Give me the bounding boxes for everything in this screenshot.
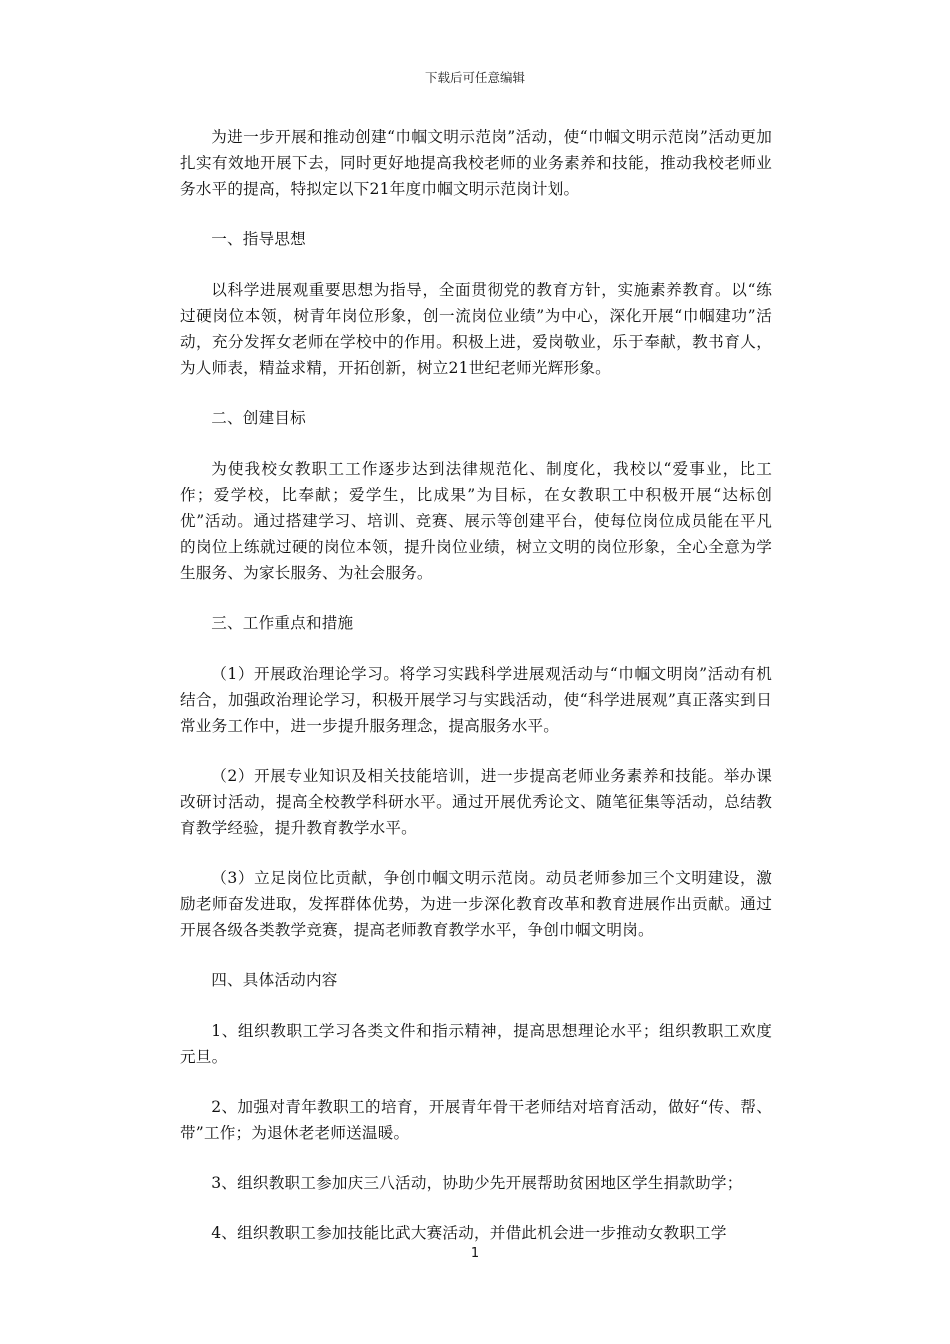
section-heading-activities: 四、具体活动内容 <box>211 971 338 989</box>
page-number: 1 <box>470 1246 480 1261</box>
paragraph-activity-4: 4、组织教职工参加技能比武大赛活动，并借此机会进一步推动女教职工学 <box>211 1224 727 1242</box>
paragraph-goals: 为使我校女教职工工作逐步达到法律规范化、制度化，我校以“爱事业，比工作；爱学校，比奉献；爱学生，比成果”为目标，在女教职工中积极开展“达标创优”活动。通过搭建学习、培训、竞赛、展示等创建平台，使每位岗位成员能在平凡的岗位上练就过硬的岗位本领，提升岗位业绩，树立文明的岗位形象，全心全意为学生服务、为家长服务、为社会服务。 <box>180 460 772 582</box>
paragraph-activity-1: 1、组织教职工学习各类文件和指示精神，提高思想理论水平；组织教职工欢度元旦。 <box>180 1022 772 1066</box>
paragraph-measure-3: （3）立足岗位比贡献，争创巾帼文明示范岗。动员老师参加三个文明建设，激励老师奋发进取，发挥群体优势，为进一步深化教育改革和教育进展作出贡献。通过开展各级各类教学竞赛，提高老师教育教学水平，争创巾帼文明岗。 <box>180 869 772 939</box>
paragraph-guiding-thought: 以科学进展观重要思想为指导，全面贯彻党的教育方针，实施素养教育。以“练过硬岗位本领，树青年岗位形象，创一流岗位业绩”为中心，深化开展“巾帼建功”活动，充分发挥女老师在学校中的作用。积极上进，爱岗敬业，乐于奉献，教书育人，为人师表，精益求精，开拓创新，树立21世纪老师光辉形象。 <box>180 281 772 377</box>
paragraph-measure-2: （2）开展专业知识及相关技能培训，进一步提高老师业务素养和技能。举办课改研讨活动，提高全校教学科研水平。通过开展优秀论文、随笔征集等活动，总结教育教学经验，提升教育教学水平。 <box>180 767 772 837</box>
paragraph-measure-1: （1）开展政治理论学习。将学习实践科学进展观活动与“巾帼文明岗”活动有机结合，加强政治理论学习，积极开展学习与实践活动，使“科学进展观”真正落实到日常业务工作中，进一步提升服务理念，提高服务水平。 <box>180 665 772 735</box>
paragraph-activity-2: 2、加强对青年教职工的培育，开展青年骨干老师结对培育活动，做好“传、帮、带”工作；为退休老老师送温暖。 <box>180 1098 772 1142</box>
section-heading-guiding-thought: 一、指导思想 <box>211 230 306 248</box>
document-body <box>180 124 772 1270</box>
intro-paragraph: 为进一步开展和推动创建“巾帼文明示范岗”活动，使“巾帼文明示范岗”活动更加扎实有效地开展下去，同时更好地提高我校老师的业务素养和技能，推动我校老师业务水平的提高，特拟定以下21年度巾帼文明示范岗计划。 <box>180 128 772 198</box>
section-heading-key-measures: 三、工作重点和措施 <box>211 614 354 632</box>
page-header-note: 下载后可任意编辑 <box>424 70 525 85</box>
section-heading-goals: 二、创建目标 <box>211 409 306 427</box>
paragraph-activity-3: 3、组织教职工参加庆三八活动，协助少先开展帮助贫困地区学生捐款助学； <box>211 1174 743 1192</box>
